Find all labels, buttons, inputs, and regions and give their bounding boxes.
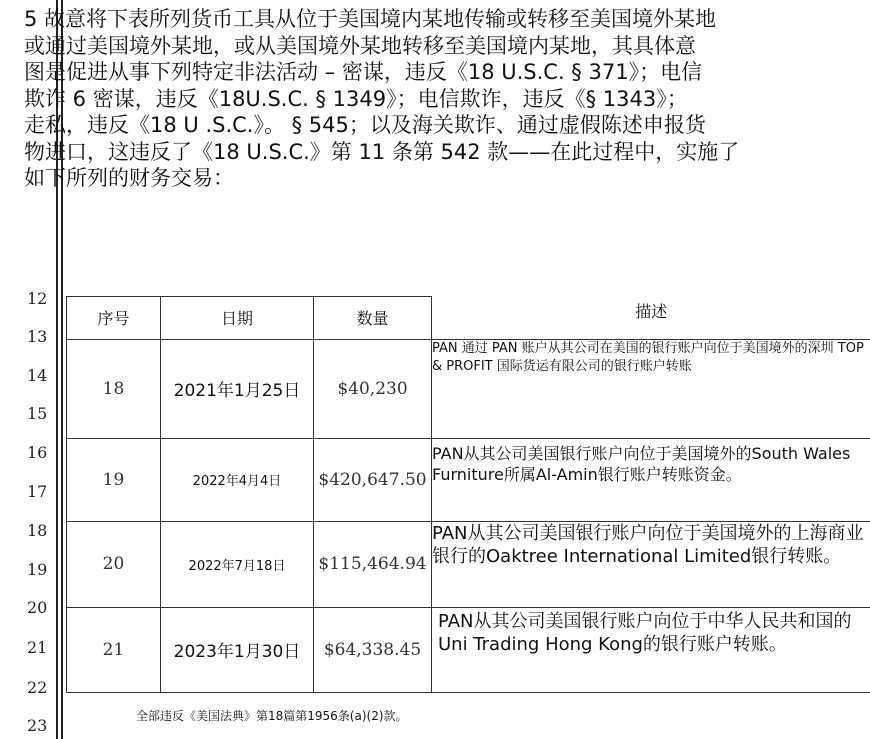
intro-line: 走私，违反《18 U .S.C.》。 § 545；以及海关欺诈、通过虚假陈述申报货 [24, 113, 706, 137]
desc-text: PAN从其公司美国银行账户向位于美国境外的上海商业银行的Oaktree International Limited银行转账。 [432, 522, 864, 567]
cell-seq: 18 [67, 339, 161, 438]
line-number: 16 [27, 443, 48, 462]
line-number: 17 [27, 482, 48, 501]
cell-desc [432, 438, 870, 521]
intro-line: 或通过美国境外某地，或从美国境外某地转移至美国境内某地，其具体意 [24, 33, 696, 58]
table-row [67, 438, 870, 521]
cell-date: 2021年1月25日 [161, 339, 314, 438]
table-header-row [67, 297, 870, 340]
table-row [67, 521, 870, 607]
line-number: 20 [27, 598, 48, 617]
header-date: 日期 [161, 297, 314, 340]
intro-line: 欺诈 6 密谋，违反《18U.S.C. § 1349》；电信欺诈，违反《§ 1343》； [24, 86, 688, 111]
line-number: 22 [27, 678, 48, 697]
line-number: 21 [27, 638, 48, 657]
header-desc: 描述 [432, 297, 870, 340]
cell-desc [432, 339, 870, 438]
cell-amount: $115,464.94 [314, 521, 432, 607]
header-amount: 数量 [314, 297, 432, 340]
cell-desc [432, 521, 870, 607]
line-number: 15 [27, 404, 48, 423]
cell-desc [432, 607, 870, 692]
desc-text: PAN 通过 PAN 账户从其公司在美国的银行账户向位于美国境外的深圳 TOP & PROFIT 国际货运有限公司的银行账户转账 [432, 340, 864, 374]
line-number: 23 [27, 716, 48, 735]
intro-line: 5 故意将下表所列货币工具从位于美国境内某地传输或转移至美国境外某地 [24, 7, 717, 31]
header-seq: 序号 [67, 297, 161, 340]
cell-seq: 20 [67, 521, 161, 607]
line-number: 13 [27, 327, 48, 346]
intro-paragraph [24, 6, 870, 192]
cell-date: 2022年4月4日 [161, 438, 314, 521]
footnote: 全部违反《美国法典》第18篇第1956条(a)(2)款。 [136, 709, 408, 723]
line-number: 18 [27, 521, 48, 540]
intro-line: 物进口，这违反了《18 U.S.C.》第 11 条第 542 款——在此过程中，实施了 [24, 139, 740, 164]
intro-line: 图是促进从事下列特定非法活动 – 密谋，违反《18 U.S.C. § 371》；电信 [24, 60, 703, 84]
cell-date: 2023年1月30日 [161, 607, 314, 692]
line-number: 19 [27, 560, 48, 579]
line-number: 14 [27, 366, 48, 385]
cell-amount: $420,647.50 [314, 438, 432, 521]
cell-seq: 19 [67, 438, 161, 521]
desc-text: PAN从其公司美国银行账户向位于中华人民共和国的Uni Trading Hong Kong的银行账户转账。 [438, 610, 852, 655]
cell-date: 2022年7月18日 [161, 521, 314, 607]
table-row [67, 339, 870, 438]
cell-seq: 21 [67, 607, 161, 692]
desc-text: PAN从其公司美国银行账户向位于美国境外的South Wales Furniture所属Al-Amin银行账户转账资金。 [432, 443, 851, 484]
transactions-table [66, 296, 870, 693]
cell-amount: $40,230 [314, 339, 432, 438]
line-number: 12 [27, 289, 48, 308]
cell-amount: $64,338.45 [314, 607, 432, 692]
table-row [67, 607, 870, 692]
intro-line: 如下所列的财务交易： [24, 166, 234, 190]
